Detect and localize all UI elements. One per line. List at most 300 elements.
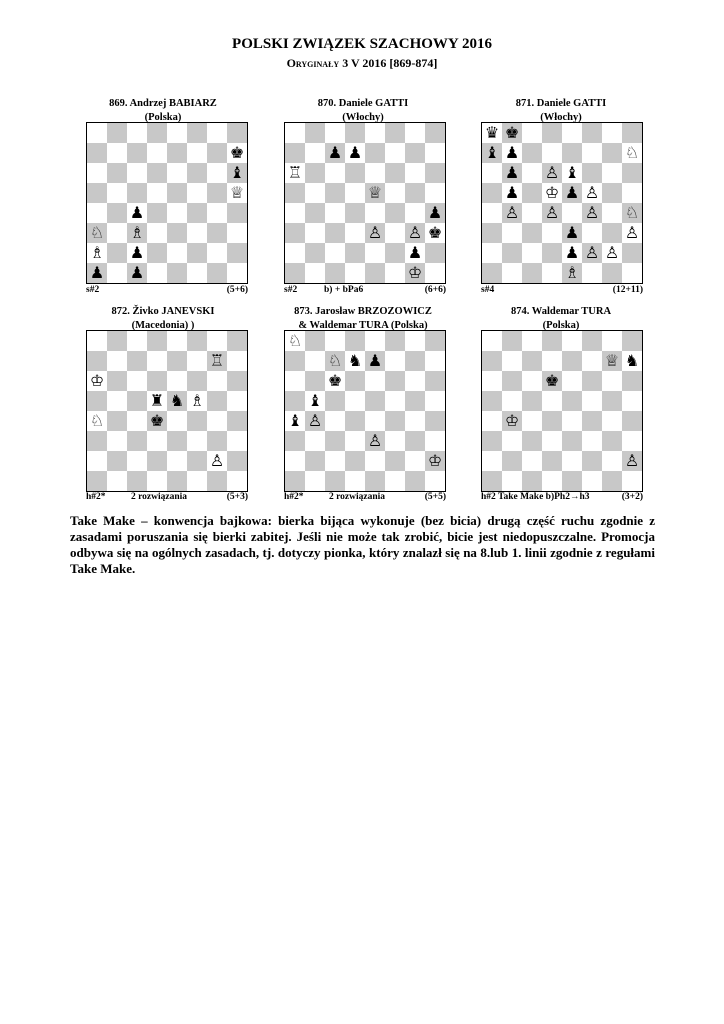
board-square — [622, 143, 642, 163]
board-square — [502, 183, 522, 203]
board-square — [562, 183, 582, 203]
board-square — [87, 203, 107, 223]
problem-873-solutions: 2 rozwiązania — [329, 492, 386, 502]
problem-874-piece-count: (3+2) — [621, 492, 643, 502]
board-square — [405, 143, 425, 163]
white-pawn-icon: ♙ — [367, 431, 383, 450]
board-square — [482, 411, 502, 431]
board-square — [127, 471, 147, 491]
black-pawn-icon: ♟ — [129, 243, 145, 262]
board-square — [622, 183, 642, 203]
board-square — [602, 263, 622, 283]
board-square — [107, 183, 127, 203]
board-square — [107, 263, 127, 283]
board-square — [207, 143, 227, 163]
black-pawn-icon: ♟ — [564, 243, 580, 262]
board-square — [305, 203, 325, 223]
board-square — [385, 203, 405, 223]
white-pawn-icon: ♙ — [544, 203, 560, 222]
board-square — [107, 163, 127, 183]
board-square — [385, 243, 405, 263]
board-square — [147, 431, 167, 451]
board-square — [167, 331, 187, 351]
board-square — [325, 431, 345, 451]
board-square — [602, 411, 622, 431]
board-square — [385, 391, 405, 411]
board-square — [285, 203, 305, 223]
board-square — [345, 351, 365, 371]
board-square — [365, 391, 385, 411]
board-square — [562, 371, 582, 391]
board-square — [147, 183, 167, 203]
board-square — [305, 143, 325, 163]
board-square — [345, 243, 365, 263]
board-square — [482, 263, 502, 283]
board-square — [345, 451, 365, 471]
black-knight-icon: ♞ — [169, 391, 185, 410]
problem-873-stipulation — [284, 491, 446, 503]
board-square — [127, 163, 147, 183]
black-king-icon: ♚ — [504, 123, 520, 142]
white-pawn-icon: ♙ — [407, 223, 423, 242]
board-square — [167, 243, 187, 263]
board-square — [542, 203, 562, 223]
white-knight-icon: ♘ — [89, 223, 105, 242]
board-square — [522, 411, 542, 431]
board-square — [405, 123, 425, 143]
board-square — [405, 331, 425, 351]
black-pawn-icon: ♟ — [347, 143, 363, 162]
board-square — [542, 243, 562, 263]
board-square — [582, 243, 602, 263]
problem-870-board — [284, 122, 446, 284]
board-square — [405, 243, 425, 263]
board-square — [482, 143, 502, 163]
board-square — [325, 223, 345, 243]
board-square — [147, 243, 167, 263]
board-square — [542, 263, 562, 283]
board-square — [325, 163, 345, 183]
board-square — [522, 203, 542, 223]
board-square — [542, 411, 562, 431]
board-square — [622, 243, 642, 263]
board-square — [482, 163, 502, 183]
board-square — [602, 203, 622, 223]
board-square — [502, 351, 522, 371]
board-square — [365, 431, 385, 451]
board-square — [167, 431, 187, 451]
board-square — [207, 371, 227, 391]
problem-871-author: 871. Daniele GATTI — [515, 98, 607, 109]
black-pawn-icon: ♟ — [129, 203, 145, 222]
board-square — [602, 143, 622, 163]
board-square — [107, 451, 127, 471]
board-square — [482, 223, 502, 243]
board-square — [87, 351, 107, 371]
board-square — [167, 123, 187, 143]
problem-873-country: & Waldemar TURA (Polska) — [298, 320, 428, 331]
board-square — [522, 331, 542, 351]
board-square — [325, 331, 345, 351]
board-square — [305, 451, 325, 471]
board-square — [502, 371, 522, 391]
board-square — [187, 471, 207, 491]
white-king-icon: ♔ — [504, 411, 520, 430]
problem-872-stipulation — [86, 491, 248, 503]
board-square — [207, 123, 227, 143]
problem-870-caption — [278, 97, 448, 125]
board-square — [87, 223, 107, 243]
board-square — [167, 451, 187, 471]
black-pawn-icon: ♟ — [327, 143, 343, 162]
board-square — [365, 143, 385, 163]
board-square — [425, 391, 445, 411]
board-square — [622, 411, 642, 431]
board-square — [187, 431, 207, 451]
board-square — [405, 431, 425, 451]
board-square — [385, 431, 405, 451]
board-square — [87, 263, 107, 283]
board-square — [325, 391, 345, 411]
board-square — [107, 243, 127, 263]
board-square — [207, 243, 227, 263]
white-pawn-icon: ♙ — [584, 243, 600, 262]
board-square — [127, 183, 147, 203]
board-square — [305, 371, 325, 391]
problem-872-country: (Macedonia) ) — [131, 320, 195, 331]
board-square — [107, 351, 127, 371]
board-square — [167, 183, 187, 203]
board-square — [167, 203, 187, 223]
board-square — [285, 451, 305, 471]
board-square — [345, 263, 365, 283]
board-square — [147, 143, 167, 163]
board-square — [405, 391, 425, 411]
board-square — [602, 183, 622, 203]
board-square — [522, 431, 542, 451]
board-square — [542, 351, 562, 371]
board-square — [325, 183, 345, 203]
board-square — [285, 183, 305, 203]
board-square — [285, 143, 305, 163]
board-square — [542, 143, 562, 163]
board-square — [522, 183, 542, 203]
board-square — [167, 471, 187, 491]
board-square — [562, 203, 582, 223]
board-square — [542, 163, 562, 183]
board-square — [385, 351, 405, 371]
board-square — [542, 331, 562, 351]
board-square — [562, 143, 582, 163]
board-square — [107, 223, 127, 243]
board-square — [582, 203, 602, 223]
board-square — [562, 223, 582, 243]
black-bishop-icon: ♝ — [287, 411, 303, 430]
board-square — [502, 331, 522, 351]
board-square — [227, 331, 247, 351]
board-square — [622, 163, 642, 183]
board-square — [405, 223, 425, 243]
board-square — [127, 123, 147, 143]
board-square — [285, 431, 305, 451]
board-square — [107, 431, 127, 451]
board-square — [285, 351, 305, 371]
board-square — [325, 123, 345, 143]
board-square — [187, 391, 207, 411]
board-square — [207, 331, 227, 351]
board-square — [405, 183, 425, 203]
board-square — [147, 371, 167, 391]
board-square — [425, 263, 445, 283]
board-square — [285, 163, 305, 183]
board-square — [207, 263, 227, 283]
white-pawn-icon: ♙ — [367, 223, 383, 242]
board-square — [325, 371, 345, 391]
problem-873-caption — [270, 305, 456, 333]
white-pawn-icon: ♙ — [307, 411, 323, 430]
board-square — [127, 371, 147, 391]
board-square — [622, 451, 642, 471]
board-square — [227, 391, 247, 411]
board-square — [482, 431, 502, 451]
board-square — [522, 143, 542, 163]
board-square — [187, 451, 207, 471]
board-square — [385, 223, 405, 243]
board-square — [582, 451, 602, 471]
black-pawn-icon: ♟ — [367, 351, 383, 370]
board-square — [147, 351, 167, 371]
board-square — [502, 411, 522, 431]
board-square — [582, 183, 602, 203]
take-make-explanation: Take Make – konwencja bajkowa: bierka bijąca wykonuje (bez bicia) drugą część ruchu zgodnie z zasadami poruszania się bierki zabitej. Jeśli nie może tak zrobić, bicie jest niedopuszczalne. Promocja odbywa się na ogólnych zasadach, tj. dotyczy pionka, który znalazł się na 8.lub 1. linii zgodnie z regułami Take Make. — [70, 513, 655, 576]
board-square — [345, 471, 365, 491]
board-square — [582, 143, 602, 163]
board-square — [385, 411, 405, 431]
problem-870-stipulation — [284, 284, 446, 296]
problem-871-country: (Włochy) — [540, 112, 582, 123]
board-square — [385, 123, 405, 143]
board-square — [345, 391, 365, 411]
problem-870-stip-type: s#2 — [284, 285, 298, 295]
board-square — [87, 331, 107, 351]
board-square — [482, 451, 502, 471]
board-square — [187, 411, 207, 431]
board-square — [345, 163, 365, 183]
board-square — [87, 143, 107, 163]
board-square — [207, 351, 227, 371]
board-square — [385, 183, 405, 203]
board-square — [227, 163, 247, 183]
board-square — [502, 203, 522, 223]
white-king-icon: ♔ — [427, 451, 443, 470]
board-square — [522, 263, 542, 283]
board-square — [562, 331, 582, 351]
board-square — [345, 371, 365, 391]
board-square — [405, 451, 425, 471]
white-king-icon: ♔ — [407, 263, 423, 282]
board-square — [345, 431, 365, 451]
board-square — [602, 243, 622, 263]
board-square — [305, 411, 325, 431]
board-square — [562, 451, 582, 471]
problem-872-piece-count: (5+3) — [226, 492, 248, 502]
black-bishop-icon: ♝ — [307, 391, 323, 410]
board-square — [522, 223, 542, 243]
board-square — [207, 183, 227, 203]
white-pawn-icon: ♙ — [604, 243, 620, 262]
board-square — [602, 471, 622, 491]
board-square — [482, 331, 502, 351]
board-square — [502, 243, 522, 263]
board-square — [582, 471, 602, 491]
board-square — [207, 451, 227, 471]
board-square — [365, 243, 385, 263]
white-king-icon: ♔ — [89, 371, 105, 390]
board-square — [425, 331, 445, 351]
board-square — [107, 411, 127, 431]
board-square — [147, 331, 167, 351]
board-square — [365, 351, 385, 371]
board-square — [127, 243, 147, 263]
white-king-icon: ♔ — [544, 183, 560, 202]
problem-871-caption — [476, 97, 646, 125]
board-square — [365, 263, 385, 283]
board-square — [325, 203, 345, 223]
black-pawn-icon: ♟ — [427, 203, 443, 222]
board-square — [87, 391, 107, 411]
black-king-icon: ♚ — [327, 371, 343, 390]
board-square — [502, 471, 522, 491]
board-square — [285, 391, 305, 411]
board-square — [325, 351, 345, 371]
board-square — [325, 243, 345, 263]
page-title: POLSKI ZWIĄZEK SZACHOWY 2016 — [232, 36, 492, 52]
board-square — [207, 411, 227, 431]
board-square — [285, 223, 305, 243]
board-square — [325, 143, 345, 163]
board-square — [167, 371, 187, 391]
black-pawn-icon: ♟ — [504, 143, 520, 162]
board-square — [385, 451, 405, 471]
board-square — [227, 451, 247, 471]
board-square — [522, 451, 542, 471]
board-square — [127, 411, 147, 431]
problem-873-piece-count: (5+5) — [424, 492, 446, 502]
board-square — [582, 223, 602, 243]
board-square — [187, 183, 207, 203]
board-square — [207, 223, 227, 243]
board-square — [365, 203, 385, 223]
board-square — [602, 431, 622, 451]
problem-872-solutions: 2 rozwiązania — [131, 492, 188, 502]
board-square — [187, 123, 207, 143]
board-square — [167, 143, 187, 163]
board-square — [405, 471, 425, 491]
board-square — [285, 471, 305, 491]
problem-871-stip-type: s#4 — [481, 285, 495, 295]
board-square — [87, 163, 107, 183]
board-square — [285, 243, 305, 263]
problem-869-stip-type: s#2 — [86, 285, 100, 295]
board-square — [127, 431, 147, 451]
board-square — [542, 431, 562, 451]
board-square — [365, 471, 385, 491]
board-square — [227, 123, 247, 143]
board-square — [582, 163, 602, 183]
problem-870-piece-count: (6+6) — [424, 285, 446, 295]
board-square — [325, 471, 345, 491]
board-square — [305, 183, 325, 203]
problem-870-author: 870. Daniele GATTI — [317, 98, 409, 109]
problem-871-piece-count: (12+11) — [612, 285, 643, 295]
problem-873-author: 873. Jarosław BRZOZOWICZ — [294, 306, 432, 317]
board-square — [622, 471, 642, 491]
board-square — [425, 143, 445, 163]
board-square — [582, 371, 602, 391]
board-square — [127, 351, 147, 371]
board-square — [345, 183, 365, 203]
board-square — [582, 331, 602, 351]
board-square — [167, 391, 187, 411]
board-square — [87, 471, 107, 491]
board-square — [365, 123, 385, 143]
board-square — [425, 123, 445, 143]
board-square — [147, 391, 167, 411]
board-square — [482, 183, 502, 203]
problem-871-board — [481, 122, 643, 284]
board-square — [227, 203, 247, 223]
black-queen-icon: ♛ — [484, 123, 500, 142]
board-square — [305, 123, 325, 143]
board-square — [127, 143, 147, 163]
problem-874-country: (Polska) — [542, 320, 580, 331]
black-pawn-icon: ♟ — [564, 183, 580, 202]
white-knight-icon: ♘ — [327, 351, 343, 370]
board-square — [87, 451, 107, 471]
board-square — [602, 351, 622, 371]
board-square — [227, 183, 247, 203]
white-pawn-icon: ♙ — [209, 451, 225, 470]
board-square — [522, 371, 542, 391]
board-square — [147, 471, 167, 491]
board-square — [405, 351, 425, 371]
board-square — [582, 431, 602, 451]
board-square — [147, 223, 167, 243]
board-square — [562, 391, 582, 411]
board-square — [107, 391, 127, 411]
black-rook-icon: ♜ — [149, 391, 165, 410]
board-square — [227, 431, 247, 451]
white-pawn-icon: ♙ — [584, 183, 600, 202]
white-pawn-icon: ♙ — [504, 203, 520, 222]
board-square — [542, 371, 562, 391]
board-square — [425, 203, 445, 223]
board-square — [227, 371, 247, 391]
board-square — [562, 431, 582, 451]
board-square — [187, 203, 207, 223]
board-square — [425, 411, 445, 431]
board-square — [147, 263, 167, 283]
board-square — [207, 203, 227, 223]
board-square — [502, 431, 522, 451]
board-square — [542, 391, 562, 411]
problem-872-board — [86, 330, 248, 492]
board-square — [502, 263, 522, 283]
board-square — [127, 331, 147, 351]
white-pawn-icon: ♙ — [544, 163, 560, 182]
board-square — [482, 123, 502, 143]
black-bishop-icon: ♝ — [484, 143, 500, 162]
